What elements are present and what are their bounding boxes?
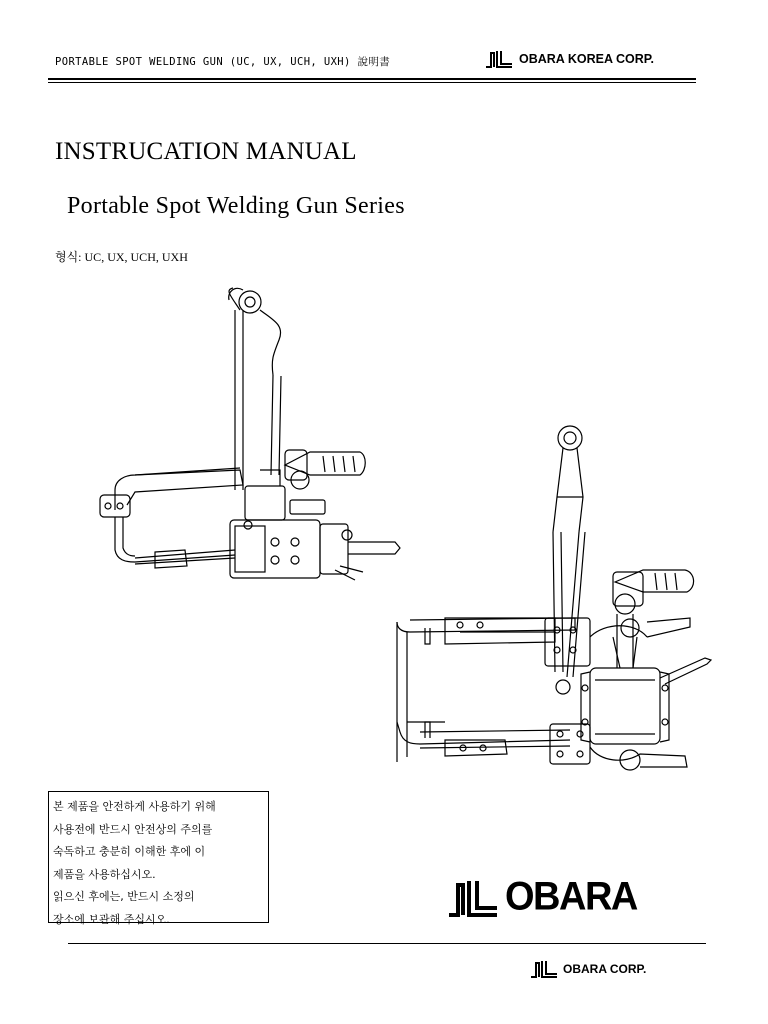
warning-line: 숙독하고 충분히 이해한 후에 이 (53, 845, 206, 858)
warning-line: 사용전에 반드시 안전상의 주의를 (53, 822, 213, 836)
footer-company-name: OBARA CORP. (563, 962, 647, 976)
model-line: 형식: UC, UX, UCH, UXH (55, 250, 188, 264)
header-rule-thin (48, 82, 696, 83)
header-company (485, 50, 654, 68)
header-document-title: PORTABLE SPOT WELDING GUN (UC, UX, UCH, UXH) 說明書 (55, 56, 391, 68)
obara-mark-icon (447, 879, 499, 917)
warning-line: 읽으신 후에는, 반드시 소정의 (53, 890, 195, 903)
obara-logo-icon (530, 960, 558, 978)
warning-line: 본 제품을 안전하게 사용하기 위해 (53, 800, 216, 813)
manual-subtitle: Portable Spot Welding Gun Series (67, 193, 405, 219)
obara-brand-logo (447, 876, 637, 919)
footer-rule (68, 943, 706, 944)
header-company-name: OBARA KOREA CORP. (519, 52, 654, 66)
obara-logo-text: OBARA (505, 874, 637, 920)
welding-gun-illustration-right (385, 422, 720, 782)
header-rule (48, 78, 696, 80)
manual-title: INSTRUCATION MANUAL (55, 138, 357, 165)
obara-logo-icon (485, 50, 513, 68)
welding-gun-illustration-left (95, 280, 415, 590)
footer-company (530, 960, 646, 978)
warning-notice-box (48, 791, 269, 926)
warning-line: 장소에 보관해 주십시오. (53, 912, 170, 926)
warning-line: 제품을 사용하십시오. (53, 867, 156, 881)
